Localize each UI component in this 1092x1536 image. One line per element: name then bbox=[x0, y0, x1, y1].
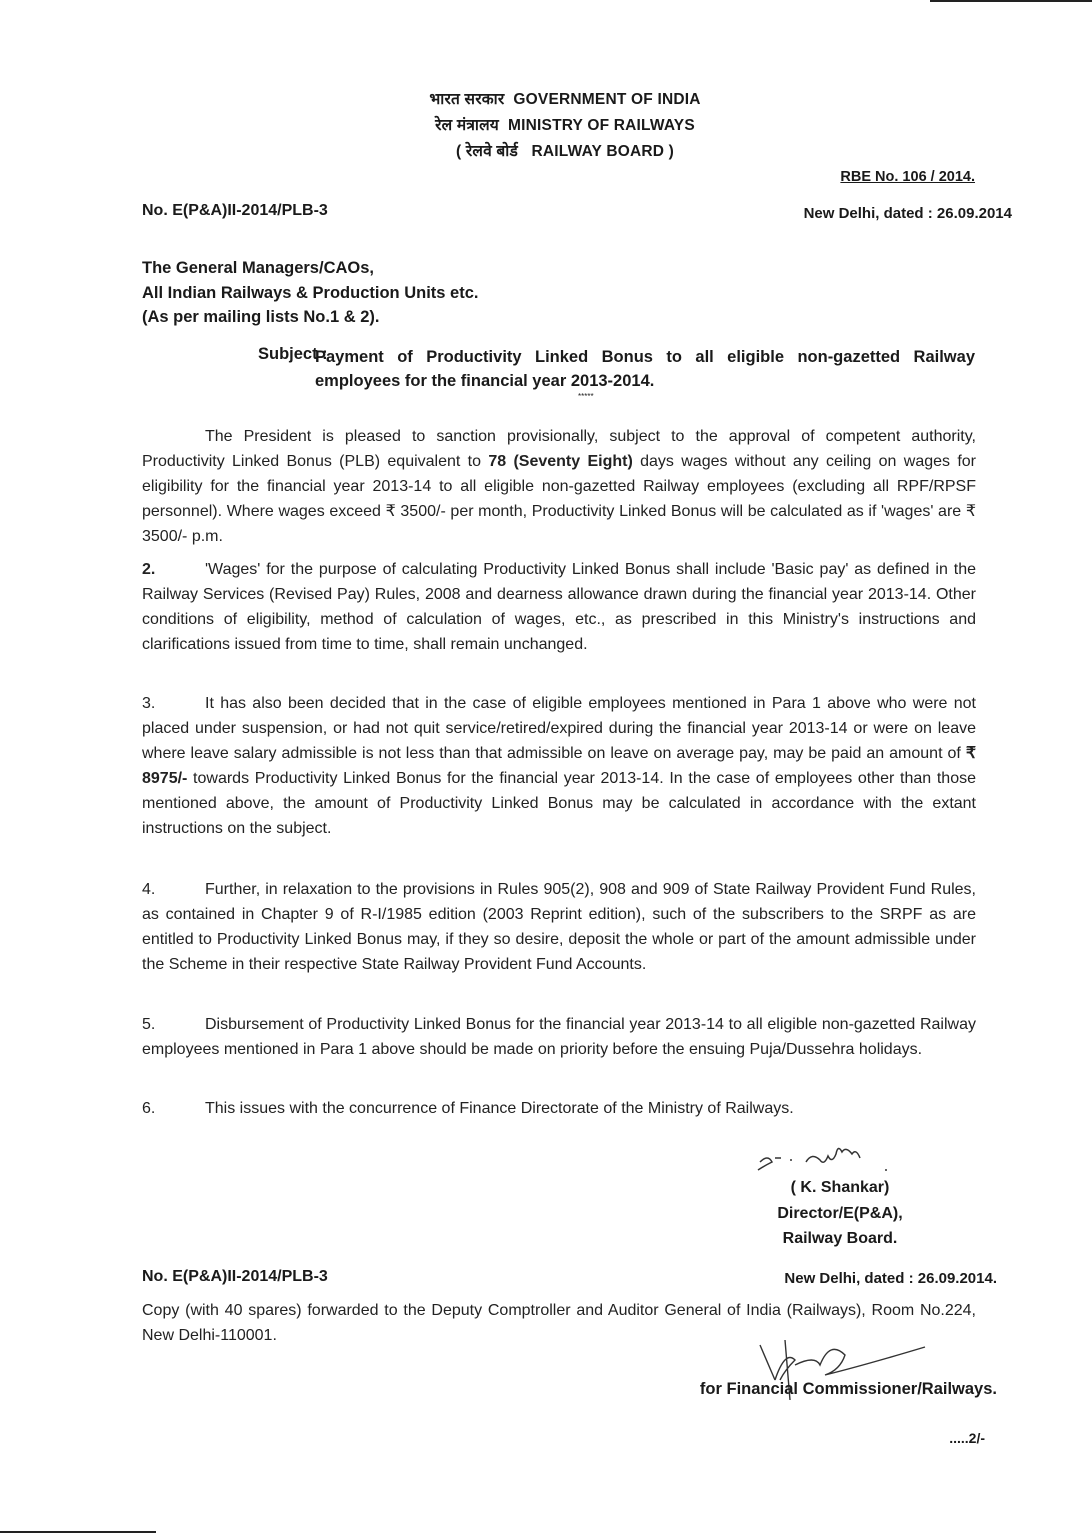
para-number: 2. bbox=[142, 561, 156, 578]
header-hindi-3: ( रेलवे बोर्ड bbox=[455, 143, 518, 160]
paragraph-2 bbox=[142, 557, 976, 657]
para-number: 4. bbox=[142, 881, 156, 898]
scan-border-top bbox=[930, 0, 1092, 2]
header-hindi-2: रेल मंत्रालय bbox=[435, 117, 499, 134]
paragraph-3 bbox=[142, 691, 976, 841]
addressee-line: (As per mailing lists No.1 & 2). bbox=[142, 308, 380, 326]
para-number: 3. bbox=[142, 695, 156, 712]
addressee-line: The General Managers/CAOs, bbox=[142, 259, 374, 277]
signatory-name: ( K. Shankar) bbox=[790, 1179, 890, 1196]
addressee-line: All Indian Railways & Production Units etc. bbox=[142, 283, 479, 302]
header-hindi-1: भारत सरकार bbox=[429, 91, 505, 108]
scan-border-bottom bbox=[0, 1531, 156, 1533]
paragraph-6 bbox=[142, 1096, 976, 1121]
para-text: This issues with the concurrence of Finance Directorate of the Ministry of Railways. bbox=[205, 1100, 794, 1117]
reference-date: New Delhi, dated : 26.09.2014 bbox=[803, 205, 1012, 222]
para-text: The President is pleased to sanction provisionally, subject to the approval of competent authority, Productivity Linked Bonus (PLB) equivalent to bbox=[142, 428, 976, 470]
signed-for-fc: for Financial Commissioner/Railways. bbox=[699, 1380, 997, 1398]
plb-days: 78 (Seventy Eight) bbox=[488, 453, 633, 470]
addressee bbox=[142, 256, 478, 330]
page-continuation: .....2/- bbox=[949, 1430, 985, 1446]
para-text: 'Wages' for the purpose of calculating Productivity Linked Bonus shall include 'Basic pay' as defined in the Railway Services (Revised Pay) Rules, 2008 and dearness allowance drawn during the financial year 2013-14. Other conditions of eligibility, method of calculation of wages, etc., as prescribed in this Ministry's instructions and clarifications issued from time to time, shall remain unchanged. bbox=[142, 561, 976, 653]
header-govt: GOVERNMENT OF INDIA bbox=[513, 91, 701, 108]
plb-amount: ₹ 8975/- bbox=[142, 745, 976, 787]
para-text: days wages without any ceiling on wages for eligibility for the financial year 2013-14 to all eligible non-gazetted Railway employees (excluding all RPF/RPSF personnel). Where wages exceed ₹ 3500/- per month, Productivity Linked Bonus will be calculated as if 'wages' are ₹ 3500/- p.m. bbox=[142, 453, 977, 545]
para-text: towards Productivity Linked Bonus for the financial year 2013-14. In the case of employees other than those mentioned above, the amount of Productivity Linked Bonus may be calculated in accordance with the extant instructions on the subject. bbox=[142, 770, 976, 837]
subject-label: Subject : bbox=[258, 345, 328, 363]
paragraph-1 bbox=[142, 424, 976, 549]
paragraph-4 bbox=[142, 877, 976, 977]
para-number: 5. bbox=[142, 1016, 156, 1033]
header-ministry: MINISTRY OF RAILWAYS bbox=[508, 117, 695, 134]
header-line-1 bbox=[0, 87, 1092, 109]
rbe-number: RBE No. 106 / 2014. bbox=[840, 169, 975, 185]
copy-reference-date: New Delhi, dated : 26.09.2014. bbox=[784, 1270, 997, 1287]
para-text: Further, in relaxation to the provisions in Rules 905(2), 908 and 909 of State Railway Provident Fund Rules, as contained in Chapter 9 of R-I/1985 edition (2003 Reprint edition), such of the subscribers to the SRPF as are entitled to Productivity Linked Bonus may, if they so desire, deposit the whole or part of the amount admissible under the Scheme in their respective State Railway Provident Fund Accounts. bbox=[142, 881, 976, 973]
para-number: 6. bbox=[142, 1100, 156, 1117]
copy-reference-number: No. E(P&A)II-2014/PLB-3 bbox=[142, 1268, 328, 1285]
header-line-2 bbox=[0, 113, 1092, 135]
para-text: Disbursement of Productivity Linked Bonus for the financial year 2013-14 to all eligible non-gazetted Railway employees mentioned in Para 1 above should be made on priority before the ensuing Puja/Dussehra holidays. bbox=[142, 1016, 976, 1058]
header-board: RAILWAY BOARD ) bbox=[531, 143, 675, 160]
subject-text: Payment of Productivity Linked Bonus to all eligible non-gazetted Railway employees for the financial year 2013-2014. bbox=[315, 348, 975, 390]
paragraph-5 bbox=[142, 1012, 976, 1062]
signatory-office: Railway Board. bbox=[782, 1230, 898, 1247]
copy-text: Copy (with 40 spares) forwarded to the Deputy Comptroller and Auditor General of India (Railways), Room No.224, New Delhi-110001. bbox=[142, 1302, 976, 1344]
signatory-designation: Director/E(P&A), bbox=[777, 1204, 903, 1222]
reference-number: No. E(P&A)II-2014/PLB-3 bbox=[142, 202, 328, 219]
subject-separator: ***** bbox=[578, 392, 594, 401]
director-signature bbox=[730, 1140, 960, 1180]
header-line-3 bbox=[0, 139, 1092, 161]
para-text: It has also been decided that in the case of eligible employees mentioned in Para 1 above who were not placed under suspension, or had not quit service/retired/expired during the financial year 2013-14 or were on leave where leave salary admissible is not less than that admissible on leave on average pay, may be paid an amount of bbox=[142, 695, 976, 762]
signatory-block bbox=[720, 1175, 960, 1252]
